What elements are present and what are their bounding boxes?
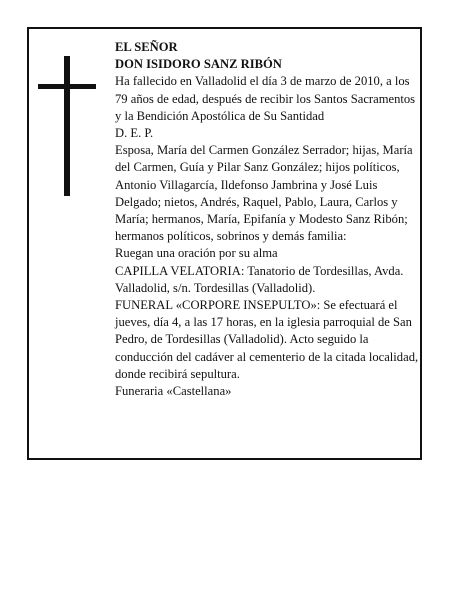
funeral-home-text: Funeraria «Castellana» xyxy=(115,384,232,399)
prayer-text: Ruegan una oración por su alma xyxy=(115,246,278,261)
title-line-1: EL SEÑOR xyxy=(115,40,178,54)
chapel-text: CAPILLA VELATORIA: Tanatorio de Tordesillas, Avda. Valladolid, s/n. Tordesillas (Valladolid). xyxy=(115,263,404,295)
obituary-text xyxy=(115,39,423,400)
cross-icon-bar xyxy=(38,84,96,89)
deceased-name: DON ISIDORO SANZ RIBÓN xyxy=(115,57,282,72)
rip-text: D. E. P. xyxy=(115,126,154,141)
cross-icon xyxy=(64,56,70,196)
family-text: Esposa, María del Carmen González Serrador; hijas, María del Carmen, Guía y Pilar Sanz González; hijos políticos, Antonio Villagarcía, Ildefonso Jambrina y José Luis Delgado; nietos, Andrés, Raquel, Pablo, Laura, Carlos y María; hermanos, María, Epifanía y Modesto Sanz Ribón; hermanos políticos, sobrinos y demás familia: xyxy=(115,143,413,244)
announcement-text: Ha fallecido en Valladolid el día 3 de marzo de 2010, a los 79 años de edad, después de recibir los Santos Sacramentos y la Bendición Apostólica de Su Santidad xyxy=(115,74,416,123)
funeral-text: FUNERAL «CORPORE INSEPULTO»: Se efectuará el jueves, día 4, a las 17 horas, en la iglesia parroquial de San Pedro, de Tordesillas (Valladolid). Acto seguido la conducción del cadáver al cementerio de la citada localidad, donde recibirá sepultura. xyxy=(115,298,419,381)
